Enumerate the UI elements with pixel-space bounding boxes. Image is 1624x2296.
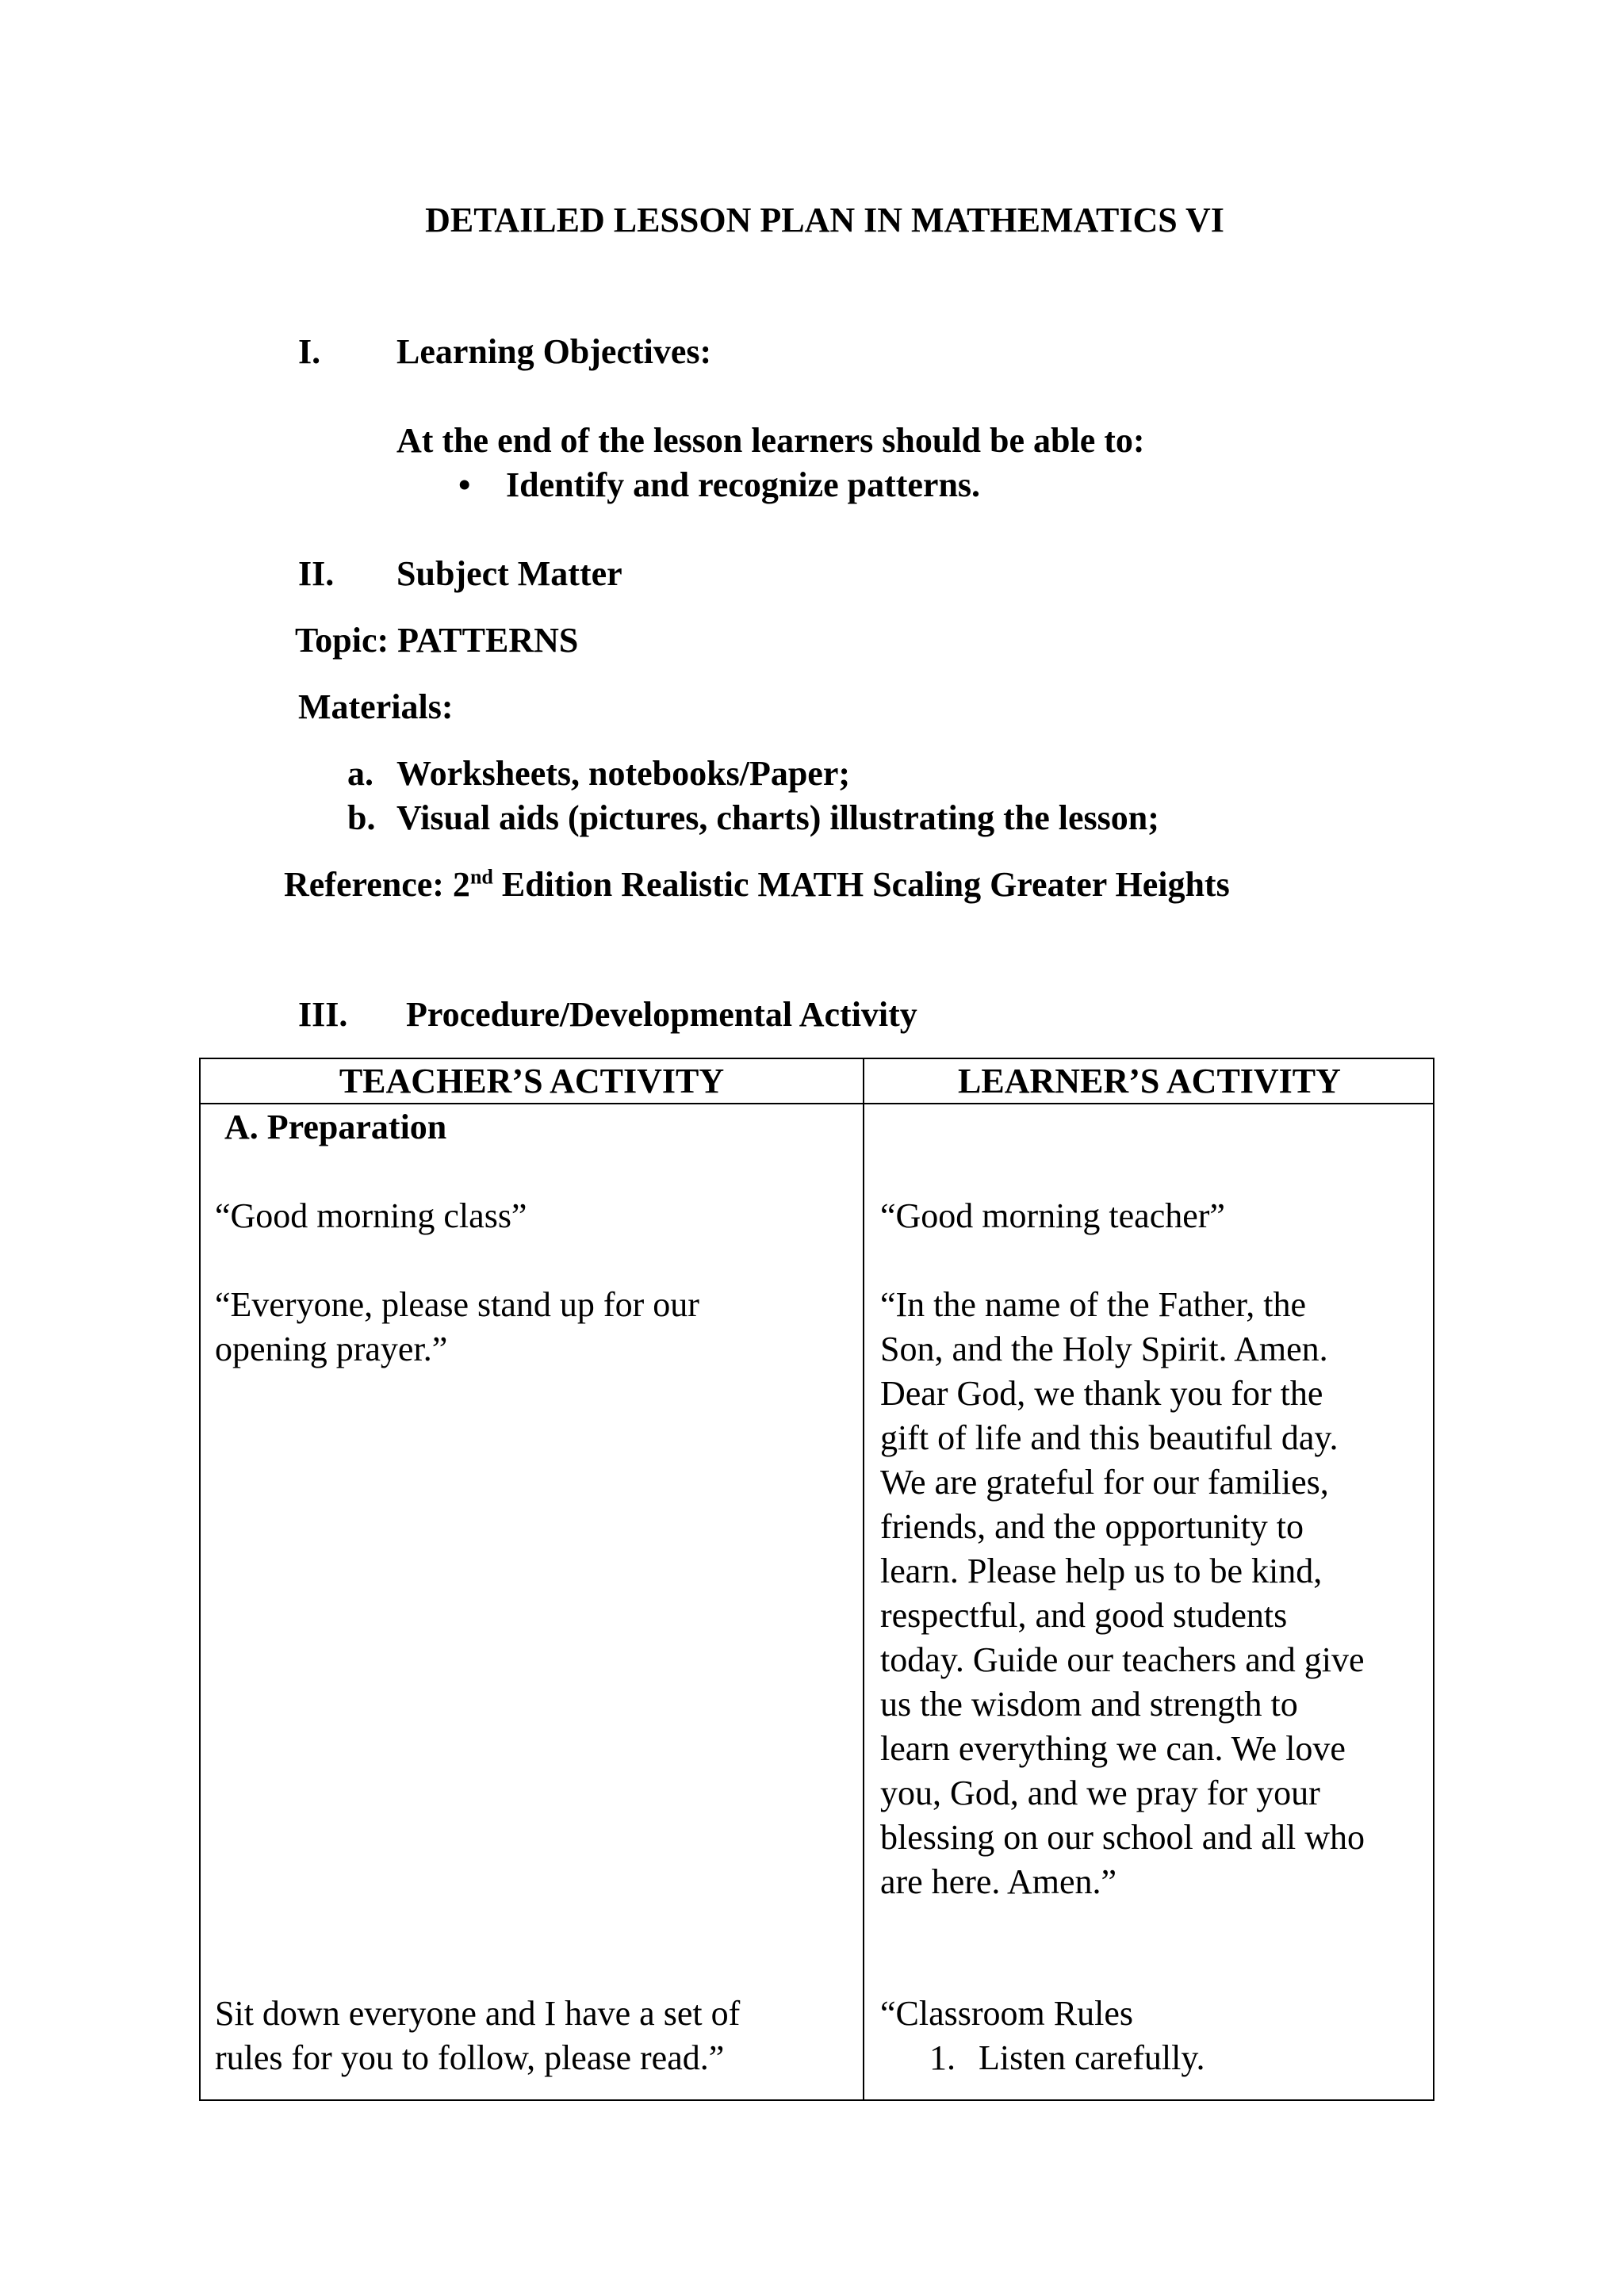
objectives-intro: At the end of the lesson learners should be able to:: [396, 421, 1145, 460]
material-item-b: Visual aids (pictures, charts) illustrating the lesson;: [396, 798, 1159, 837]
column-divider: [863, 1059, 864, 2099]
prayer-line: blessing on our school and all who: [880, 1818, 1365, 1857]
classroom-rules-title: “Classroom Rules: [880, 1994, 1133, 2033]
document-title: DETAILED LESSON PLAN IN MATHEMATICS VI: [425, 201, 1224, 239]
learner-prayer: [880, 1283, 1365, 1904]
prayer-line: us the wisdom and strength to: [880, 1685, 1298, 1724]
material-marker-b: b.: [347, 798, 376, 837]
reference-sup: nd: [469, 865, 493, 889]
rule-marker: 1.: [929, 2038, 956, 2077]
section3-numeral: III.: [298, 995, 348, 1034]
teacher-greeting: “Good morning class”: [215, 1196, 527, 1235]
material-marker-a: a.: [347, 754, 373, 793]
material-item-a: Worksheets, notebooks/Paper;: [396, 754, 850, 793]
prayer-line: friends, and the opportunity to: [880, 1507, 1304, 1546]
header-divider: [201, 1103, 1433, 1104]
prayer-line: Dear God, we thank you for the: [880, 1374, 1323, 1413]
col-header-teacher: TEACHER’S ACTIVITY: [339, 1062, 725, 1100]
teacher-rules-line: rules for you to follow, please read.”: [215, 2038, 725, 2077]
reference-rest: Edition Realistic MATH Scaling Greater Heights: [492, 865, 1230, 904]
teacher-prayer-request: [215, 1283, 699, 1372]
section2-numeral: II.: [298, 554, 335, 593]
section1-heading: Learning Objectives:: [396, 332, 712, 371]
learner-greeting: “Good morning teacher”: [880, 1196, 1225, 1235]
prayer-line: “In the name of the Father, the: [880, 1285, 1307, 1324]
preparation-heading: A. Preparation: [224, 1108, 447, 1146]
prayer-line: gift of life and this beautiful day.: [880, 1418, 1339, 1457]
reference: [284, 864, 1230, 905]
section2-heading: Subject Matter: [396, 554, 622, 593]
reference-prefix: Reference: 2: [284, 865, 470, 904]
teacher-rules-line: Sit down everyone and I have a set of: [215, 1994, 741, 2033]
section1-numeral: I.: [298, 332, 321, 371]
prayer-line: learn. Please help us to be kind,: [880, 1552, 1323, 1590]
activity-table: [199, 1058, 1434, 2101]
section3-heading: Procedure/Developmental Activity: [406, 995, 917, 1034]
prayer-line: respectful, and good students: [880, 1596, 1288, 1635]
teacher-rules-request: [215, 1992, 740, 2080]
col-header-learner: LEARNER’S ACTIVITY: [958, 1062, 1341, 1100]
objective-item: Identify and recognize patterns.: [506, 465, 981, 504]
prayer-line: are here. Amen.”: [880, 1862, 1117, 1901]
materials-label: Materials:: [298, 687, 454, 726]
rule-item: Listen carefully.: [979, 2038, 1205, 2077]
prayer-line: today. Guide our teachers and give: [880, 1640, 1365, 1679]
bullet-icon: •: [458, 465, 471, 504]
prayer-line: you, God, and we pray for your: [880, 1774, 1320, 1812]
prayer-line: We are grateful for our families,: [880, 1463, 1329, 1502]
prayer-line: Son, and the Holy Spirit. Amen.: [880, 1330, 1328, 1368]
teacher-prayer-line: “Everyone, please stand up for our: [215, 1285, 699, 1324]
topic: Topic: PATTERNS: [295, 621, 579, 660]
teacher-prayer-line: opening prayer.”: [215, 1330, 448, 1368]
prayer-line: learn everything we can. We love: [880, 1729, 1346, 1768]
